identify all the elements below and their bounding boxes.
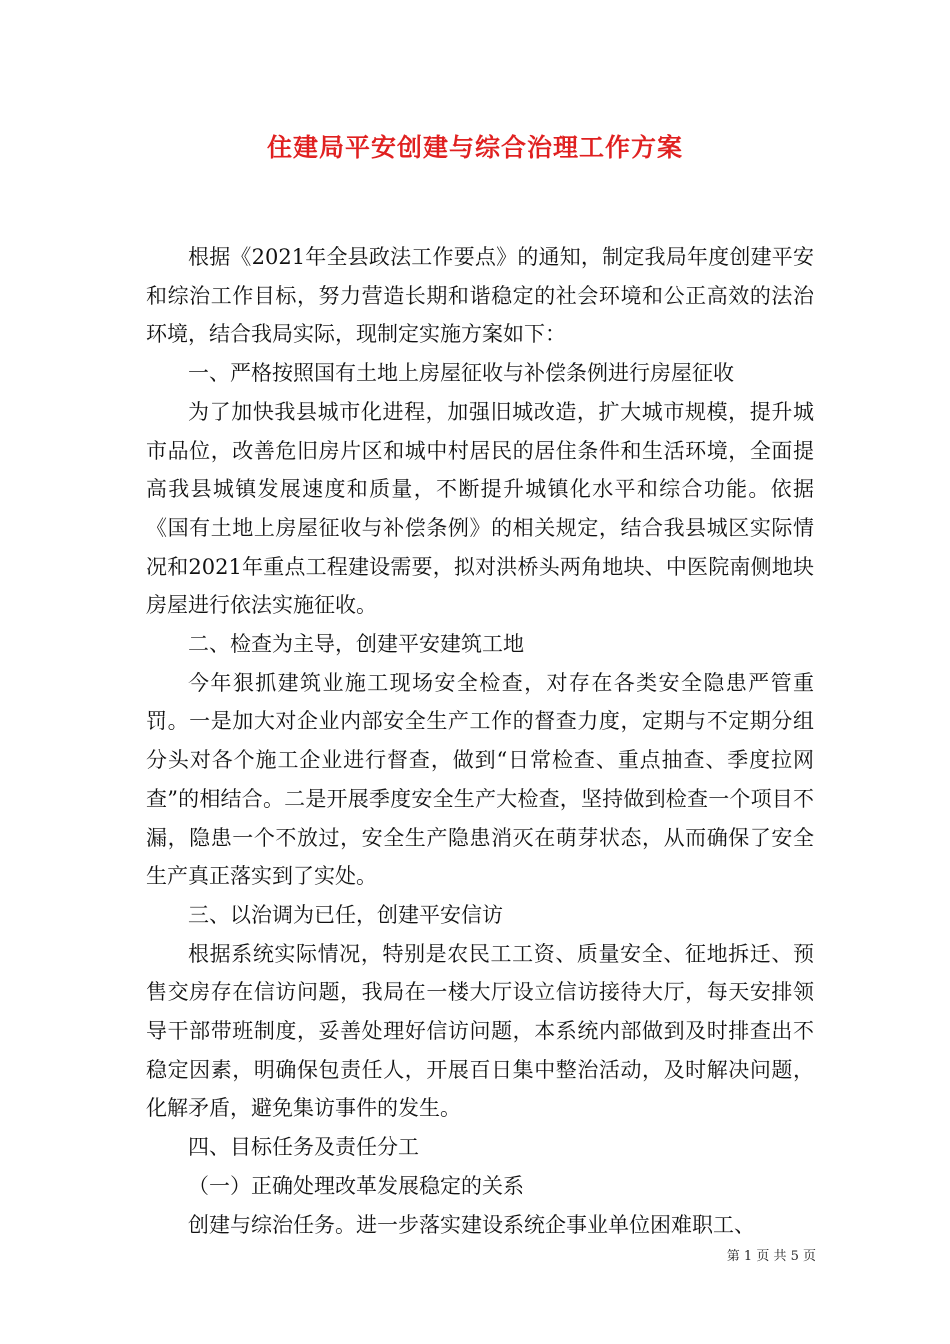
paragraph-section-1: 为了加快我县城市化进程，加强旧城改造，扩大城市规模，提升城市品位，改善危旧房片区和城中村居民的居住条件和生活环境，全面提高我县城镇发展速度和质量，不断提升城镇化水平和综合功能。依据《国有土地上房屋征收与补偿条例》的相关规定，结合我县城区实际情况和2021年重点工程建设需要，拟对洪桥头两角地块、中医院南侧地块房屋进行依法实施征收。 (146, 399, 814, 618)
section-heading-1: 一、严格按照国有土地上房屋征收与补偿条例进行房屋征收 (188, 361, 734, 386)
subsection-heading-4-1: （一）正确处理改革发展稳定的关系 (188, 1173, 524, 1198)
paragraph-section-2: 今年狠抓建筑业施工现场安全检查，对存在各类安全隐患严管重罚。一是加大对企业内部安全生产工作的督查力度，定期与不定期分组分头对各个施工企业进行督查，做到“日常检查、重点抽查、季度拉网查”的相结合。二是开展季度安全生产大检查，坚持做到检查一个项目不漏，隐患一个不放过，安全生产隐患消灭在萌芽状态，从而确保了安全生产真正落实到了实处。 (146, 670, 814, 889)
paragraph-intro: 根据《2021年全县政法工作要点》的通知，制定我局年度创建平安和综治工作目标，努力营造长期和谐稳定的社会环境和公正高效的法治环境，结合我局实际，现制定实施方案如下： (146, 245, 814, 347)
page-title: 住建局平安创建与综合治理工作方案 (266, 133, 683, 162)
paragraph-section-3: 根据系统实际情况，特别是农民工工资、质量安全、征地拆迁、预售交房存在信访问题，我局在一楼大厅设立信访接待大厅，每天安排领导干部带班制度，妥善处理好信访问题，本系统内部做到及时排查出不稳定因素，明确保包责任人，开展百日集中整治活动，及时解决问题，化解矛盾，避免集访事件的发生。 (146, 941, 814, 1121)
section-heading-2: 二、检查为主导，创建平安建筑工地 (188, 632, 524, 657)
page-number-footer: 第 1 页 共 5 页 (726, 1249, 816, 1264)
section-heading-4: 四、目标任务及责任分工 (188, 1135, 419, 1160)
section-heading-3: 三、以治调为已任，创建平安信访 (188, 902, 503, 927)
document-body (146, 238, 814, 1244)
paragraph-section-4-1: 创建与综治任务。进一步落实建设系统企事业单位困难职工、 (188, 1212, 755, 1237)
